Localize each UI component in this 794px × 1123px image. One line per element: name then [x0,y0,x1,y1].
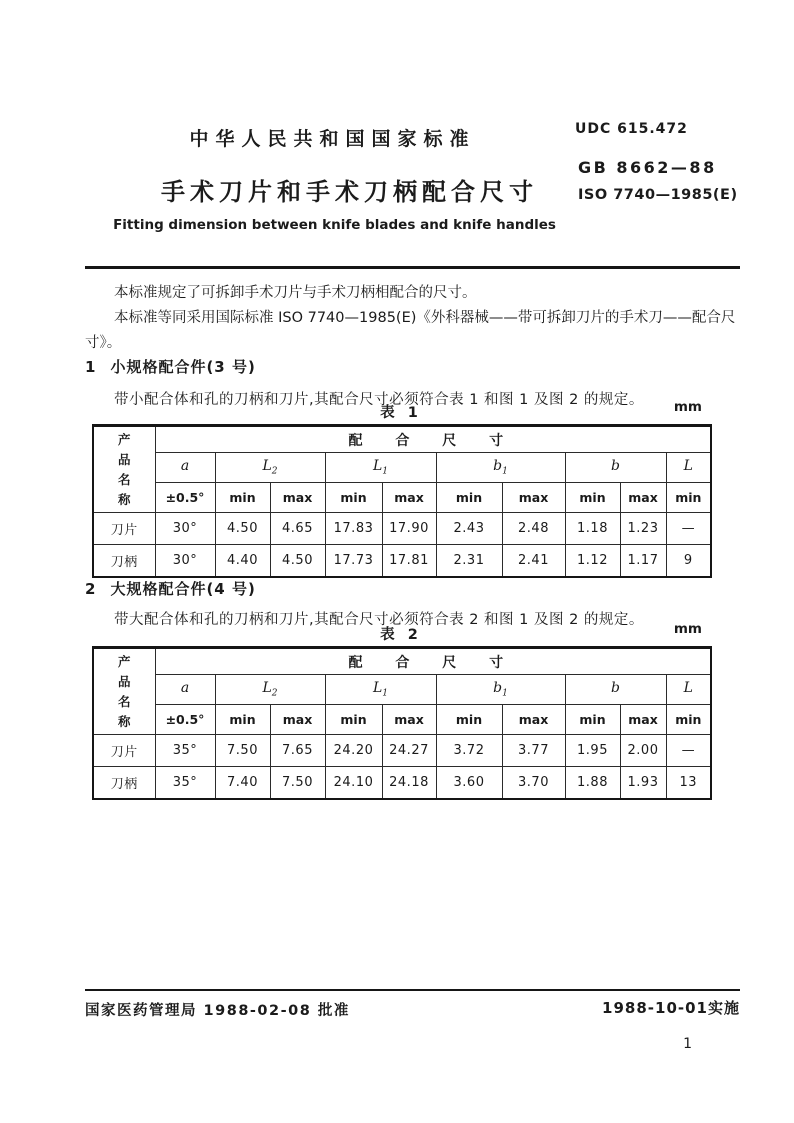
table-1-symbol-row [93,453,711,483]
spec-table-2 [92,646,712,800]
section-1-body: 带小配合体和孔的刀柄和刀片,其配合尺寸必须符合表 1 和图 1 及图 2 的规定。 [114,392,644,408]
table-cell: min [565,705,620,735]
corner-char: 品 [117,673,131,689]
table-1-unit: mm [673,399,702,415]
col-b1: $b_1$ [436,675,565,705]
corner-char: 产 [117,431,131,447]
approval-line: 国家医药管理局 1988-02-08 批准 [85,1003,350,1019]
section-2-number: 2 [85,580,97,598]
col-L: L [666,675,711,705]
spec-table-1 [92,424,712,578]
table-cell: ±0.5° [155,483,215,513]
intro-paragraph-1: 本标准规定了可拆卸手术刀片与手术刀柄相配合的尺寸。 [114,285,477,301]
table-cell: min [215,483,270,513]
table-cell: min [666,705,711,735]
table-cell: 1.95 [565,735,620,767]
col-b: b [565,675,666,705]
table-cell: max [620,483,666,513]
table-cell: max [382,483,436,513]
table-cell: min [325,483,382,513]
table-cell: max [502,483,565,513]
table-cell: — [666,735,711,767]
table-cell: min [215,705,270,735]
table-cell: max [502,705,565,735]
table-cell: min [436,705,502,735]
table-row [93,513,711,545]
table-cell: 1.17 [620,545,666,578]
table-cell: 17.73 [325,545,382,578]
product-name-label [94,429,155,511]
col-b1: $b_1$ [436,453,565,483]
table-cell: 1.23 [620,513,666,545]
page-title: 手术刀片和手术刀柄配合尺寸 [161,178,538,206]
table-cell: 3.60 [436,767,502,800]
table-row [93,545,711,578]
table-cell: 30° [155,513,215,545]
table-cell: 35° [155,767,215,800]
table-cell: 2.00 [620,735,666,767]
standard-org-line: 中华人民共和国国家标准 [189,128,476,150]
table-cell: 4.50 [215,513,270,545]
fit-dimension-header: 配 合 尺 寸 [155,426,711,453]
table-cell: max [382,705,436,735]
fit-dimension-header: 配 合 尺 寸 [155,648,711,675]
section-1-title: 小规格配合件(3 号) [110,358,256,376]
table-cell: min [666,483,711,513]
table-cell: 24.27 [382,735,436,767]
corner-char: 品 [117,451,131,467]
product-name-corner-cell [93,426,155,513]
table-cell: 1.93 [620,767,666,800]
table-cell: 3.72 [436,735,502,767]
table-cell: 2.41 [502,545,565,578]
intro-paragraph-2: 本标准等同采用国际标准 ISO 7740—1985(E)《外科器械——带可拆卸刀片的手术刀——配合尺寸》。 [85,310,736,351]
table-1-group-row [93,426,711,453]
section-1-heading [85,356,256,377]
col-b: b [565,453,666,483]
table-cell: 13 [666,767,711,800]
section-2-title: 大规格配合件(4 号) [110,580,256,598]
standard-number: GB 8662—88 [578,158,717,177]
table-cell: 7.40 [215,767,270,800]
table-cell: 24.20 [325,735,382,767]
row-name-handle: 刀柄 [93,767,155,800]
table-cell: 7.50 [270,767,325,800]
corner-char: 称 [117,714,131,730]
table-cell: 1.88 [565,767,620,800]
english-subtitle: Fitting dimension between knife blades and knife handles [113,217,556,233]
table-row [93,767,711,800]
table-cell: 3.77 [502,735,565,767]
row-name-handle: 刀柄 [93,545,155,578]
section-2-heading [85,578,256,599]
iso-number: ISO 7740—1985(E) [578,187,738,203]
col-L1: $L_1$ [325,453,436,483]
page-number: 1 [683,1036,692,1052]
table-cell: 7.65 [270,735,325,767]
table-cell: — [666,513,711,545]
col-L: L [666,453,711,483]
udc-number: UDC 615.472 [575,121,688,137]
table-2-group-row [93,648,711,675]
footer-divider [85,989,740,991]
table-cell: 17.81 [382,545,436,578]
table-cell: max [270,483,325,513]
table-cell: max [270,705,325,735]
table-2-symbol-row [93,675,711,705]
table-cell: 4.40 [215,545,270,578]
table-cell: ±0.5° [155,705,215,735]
table-cell: 2.48 [502,513,565,545]
table-cell: 17.83 [325,513,382,545]
table-cell: 24.18 [382,767,436,800]
col-L1: $L_1$ [325,675,436,705]
col-L2: $L_2$ [215,453,325,483]
table-cell: min [565,483,620,513]
implementation-line: 1988-10-01实施 [602,999,740,1017]
table-cell: 3.70 [502,767,565,800]
col-a: a [155,675,215,705]
table-cell: 1.12 [565,545,620,578]
product-name-corner-cell [93,648,155,735]
table-1-caption: 表 1 [380,405,422,421]
section-2-body: 带大配合体和孔的刀柄和刀片,其配合尺寸必须符合表 2 和图 1 及图 2 的规定。 [114,612,644,628]
product-name-label [94,651,155,733]
table-cell: 2.43 [436,513,502,545]
table-1-caption-row [92,401,710,421]
table-2-unit: mm [673,621,702,637]
table-cell: 24.10 [325,767,382,800]
table-cell: 7.50 [215,735,270,767]
intro-paragraphs [85,281,743,356]
table-cell: 35° [155,735,215,767]
col-L2: $L_2$ [215,675,325,705]
table-cell: 2.31 [436,545,502,578]
table-cell: 17.90 [382,513,436,545]
table-cell: max [620,705,666,735]
corner-char: 名 [117,472,131,488]
table-cell: 9 [666,545,711,578]
table-cell: min [325,705,382,735]
table-row [93,735,711,767]
table-cell: 30° [155,545,215,578]
table-cell: 4.65 [270,513,325,545]
table-cell: 1.18 [565,513,620,545]
corner-char: 产 [117,653,131,669]
table-2-tolerance-row [93,705,711,735]
row-name-blade: 刀片 [93,735,155,767]
corner-char: 名 [117,694,131,710]
header-divider [85,266,740,269]
col-a: a [155,453,215,483]
corner-char: 称 [117,492,131,508]
section-1-number: 1 [85,358,97,376]
table-1-tolerance-row [93,483,711,513]
table-2-caption: 表 2 [380,627,422,643]
table-cell: 4.50 [270,545,325,578]
table-cell: min [436,483,502,513]
row-name-blade: 刀片 [93,513,155,545]
table-2-caption-row [92,623,710,643]
